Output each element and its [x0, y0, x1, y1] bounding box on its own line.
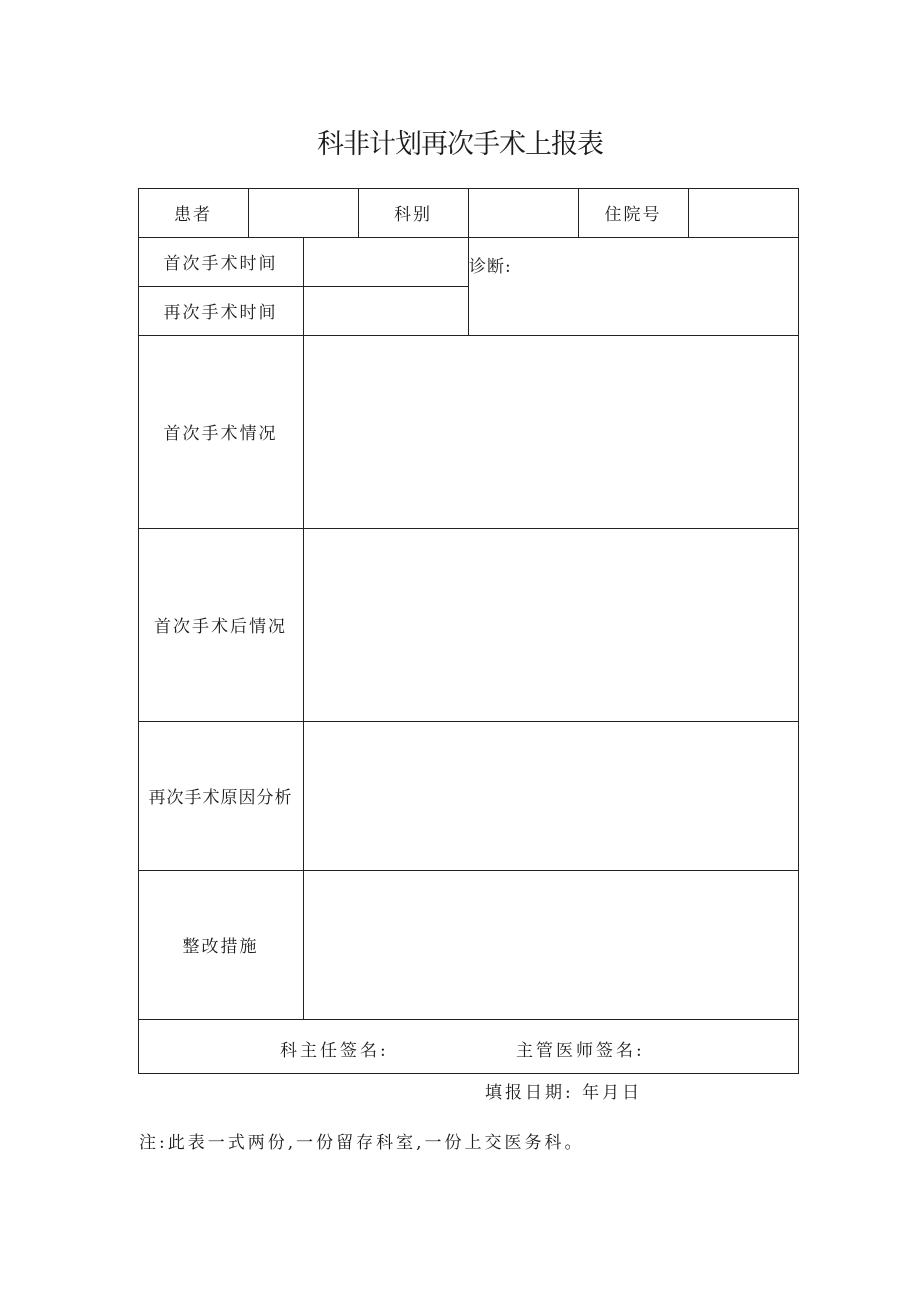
reason-analysis-field[interactable]: [304, 722, 798, 870]
row-divider: [138, 1019, 799, 1020]
patient-field[interactable]: [249, 189, 358, 237]
admission-number-field[interactable]: [689, 189, 798, 237]
first-surgery-situation-field[interactable]: [304, 336, 798, 528]
physician-signature-field[interactable]: [650, 1024, 790, 1068]
first-surgery-situation-label: 首次手术情况: [163, 424, 278, 444]
patient-label: 患者: [174, 205, 212, 225]
report-form: [138, 188, 799, 1074]
form-border-bottom: [138, 1073, 799, 1074]
post-first-surgery-field[interactable]: [304, 529, 798, 721]
fill-date: 填报日期: 年月日: [485, 1083, 643, 1103]
page-title: 科非计划再次手术上报表: [317, 129, 603, 160]
diagnosis-field[interactable]: [528, 238, 798, 335]
admission-number-label: 住院号: [604, 205, 662, 225]
director-signature-label: 科主任签名:: [280, 1041, 389, 1061]
footnote: 注:此表一式两份,一份留存科室,一份上交医务科。: [139, 1133, 585, 1153]
reason-analysis-label: 再次手术原因分析: [148, 788, 293, 808]
director-signature-field[interactable]: [396, 1024, 506, 1068]
first-surgery-time-field[interactable]: [304, 238, 468, 286]
department-label: 科别: [394, 205, 432, 225]
diagnosis-label: 诊断:: [469, 257, 512, 277]
measures-label: 整改措施: [182, 937, 259, 957]
post-first-surgery-label: 首次手术后情况: [154, 617, 287, 637]
department-field[interactable]: [469, 189, 578, 237]
first-surgery-time-label: 首次手术时间: [163, 254, 278, 274]
second-surgery-time-label: 再次手术时间: [163, 303, 278, 323]
physician-signature-label: 主管医师签名:: [516, 1041, 645, 1061]
form-border-right: [798, 188, 799, 1074]
second-surgery-time-field[interactable]: [304, 287, 468, 335]
measures-field[interactable]: [304, 871, 798, 1019]
